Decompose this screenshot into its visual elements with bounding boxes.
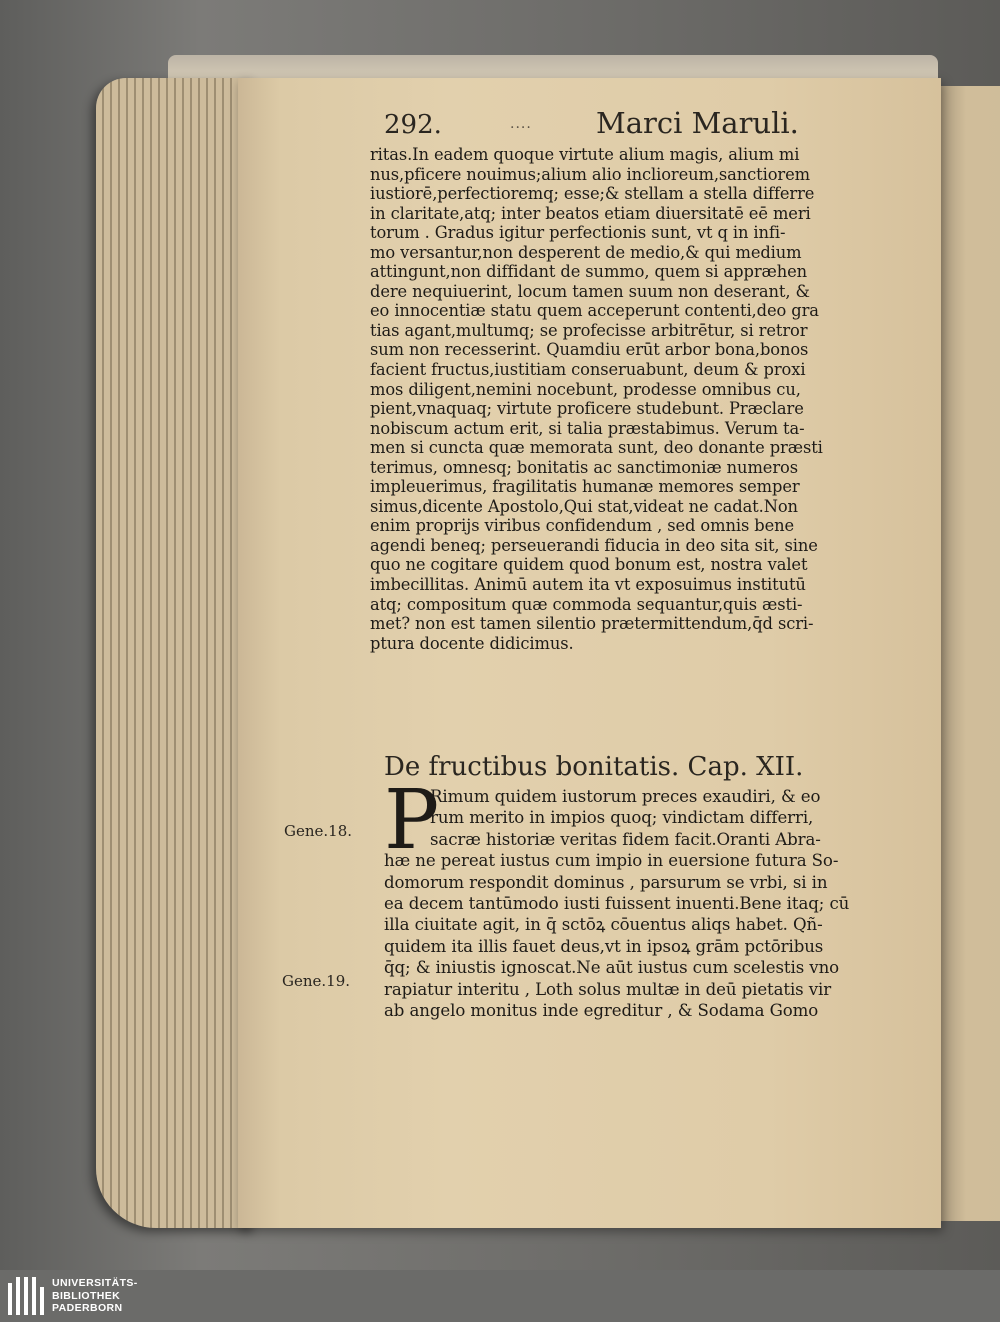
text-line: ea decem tantūmodo iusti fuissent inuenti.Bene itaq; cū xyxy=(384,894,850,914)
text-line: iustiorē,perfectioremq; esse;& stellam a stella differre xyxy=(370,184,815,204)
text-line: sum non recesserint. Quamdiu erūt arbor bona,bonos xyxy=(370,340,809,360)
library-footer xyxy=(0,1270,1000,1322)
text-line: pient,vnaquaq; virtute proficere studebunt. Præclare xyxy=(370,399,804,419)
library-name xyxy=(52,1277,138,1315)
page-number: 292. xyxy=(384,110,442,140)
text-line: met? non est tamen silentio prætermittendum,q̄d scri- xyxy=(370,614,814,634)
text-line: quidem ita illis fauet deus,vt in ipsoꝝ grām pctōribus xyxy=(384,936,824,956)
margin-note: Gene.18. xyxy=(284,822,353,840)
text-line: dere nequiuerint, locum tamen suum non deserant, & xyxy=(370,281,810,301)
drop-cap: P xyxy=(384,773,440,868)
text-line: ptura docente didicimus. xyxy=(370,633,574,653)
text-line: eo innocentiæ statu quem acceperunt contenti,deo gra xyxy=(370,301,819,321)
library-name-line: BIBLIOTHEK xyxy=(52,1289,121,1302)
text-line: simus,dicente Apostolo,Qui stat,videat ne cadat.Non xyxy=(370,496,798,516)
text-line: ab angelo monitus inde egreditur , & Sodama Gomo xyxy=(384,1001,819,1021)
library-logo-icon xyxy=(8,1277,44,1315)
chapter-text xyxy=(384,773,904,1021)
text-line: illa ciuitate agit, in q̄ sctōꝝ cōuentus aliqs habet. Qñ- xyxy=(384,915,823,935)
text-line: torum . Gradus igitur perfectionis sunt, vt q in infi- xyxy=(370,223,786,243)
text-line: agendi beneq; perseuerandi fiducia in deo sita sit, sine xyxy=(370,535,818,555)
text-line: Rimum quidem iustorum preces exaudiri, & eo xyxy=(430,787,821,806)
page-mark: .... xyxy=(510,116,532,132)
text-line: in claritate,atq; inter beatos etiam diuersitatē eē meri xyxy=(370,203,811,223)
text-line: mos diligent,nemini nocebunt, prodesse omnibus cu, xyxy=(370,379,801,399)
facing-page xyxy=(938,86,1000,1221)
text-line: rum merito in impios quoq; vindictam differri, xyxy=(430,808,814,828)
text-line: men si cuncta quæ memorata sunt, deo donante præsti xyxy=(370,438,823,458)
text-line: tias agant,multumq; se profecisse arbitrētur, si retror xyxy=(370,320,808,340)
text-line: nus,pficere nouimus;alium alio inclioreum,sanctiorem xyxy=(370,164,810,184)
page-header xyxy=(384,106,924,146)
text-line: q̄q; & iniustis ignoscat.Ne aūt iustus cum scelestis vno xyxy=(384,958,840,978)
text-line: facient fructus,iustitiam conseruabunt, deum & proxi xyxy=(370,360,806,380)
text-line: ritas.In eadem quoque virtute alium magis, alium mi xyxy=(370,145,800,164)
text-line: terimus, omnesq; bonitatis ac sanctimoniæ numeros xyxy=(370,457,798,477)
margin-note: Gene.19. xyxy=(282,972,351,990)
library-name-line: PADERBORN xyxy=(52,1302,123,1314)
text-line: quo ne cogitare quidem quod bonum est, nostra valet xyxy=(370,555,808,575)
text-line: attingunt,non diffidant de summo, quem si appræhen xyxy=(370,262,808,282)
text-line: rapiatur interitu , Loth solus multæ in deū pietatis vir xyxy=(384,979,832,999)
running-head: Marci Maruli. xyxy=(596,106,799,140)
page-edges xyxy=(96,78,256,1228)
body-text xyxy=(370,145,910,653)
text-line: impleuerimus, fragilitatis humanæ memores semper xyxy=(370,477,800,497)
text-line: nobiscum actum erit, si talia præstabimus. Verum ta- xyxy=(370,418,805,438)
text-line: enim proprijs viribus confidendum , sed omnis bene xyxy=(370,516,795,536)
library-name-line: UNIVERSITÄTS- xyxy=(52,1277,138,1289)
text-line: domorum respondit dominus , parsurum se vrbi, si in xyxy=(384,872,828,892)
text-line: imbecillitas. Animū autem ita vt exposuimus institutū xyxy=(370,575,806,595)
text-line: hæ ne pereat iustus cum impio in euersione futura So- xyxy=(384,851,839,871)
text-line: mo versantur,non desperent de medio,& qui medium xyxy=(370,242,802,262)
text-line: sacræ historiæ veritas fidem facit.Oranti Abra- xyxy=(430,829,821,849)
text-line: atq; compositum quæ commoda sequantur,quis æsti- xyxy=(370,594,803,614)
chapter-heading: De fructibus bonitatis. Cap. XII. xyxy=(384,752,804,782)
